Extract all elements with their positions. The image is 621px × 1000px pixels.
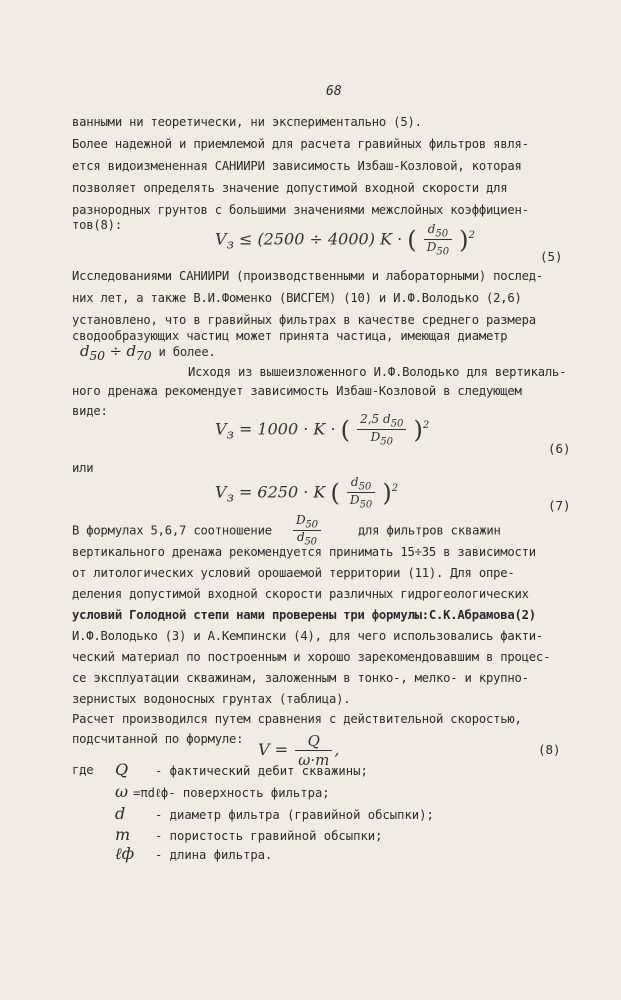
legend-text: - пористость гравийной обсыпки; [155, 829, 383, 843]
legend-symbol: Q [115, 760, 129, 779]
text-line: ется видоизмененная САНИИРИ зависимость Избаш-Козловой, которая [72, 159, 522, 173]
formula-8-numerator: Q [295, 732, 332, 751]
text-line: от литологических условий орошаемой территории (11). Для опре- [72, 566, 515, 580]
equation-number-6: (6) [548, 441, 571, 456]
d70-sub: 70 [135, 348, 152, 363]
text-line: вертикального дренажа рекомендуется принимать 15÷35 в зависимости [72, 545, 536, 559]
legend-symbol: ℓф [115, 844, 135, 863]
legend-row [115, 825, 382, 844]
legend-text: =πdℓф- поверхность фильтра; [133, 786, 330, 800]
formula-5-range: (2500 ÷ 4000) [257, 229, 375, 249]
close-paren: ) [413, 415, 423, 444]
formula-5-lhs-sub: з [226, 237, 234, 253]
formula-5-numerator-sub: 50 [435, 228, 449, 240]
text-line: сводообразующих частиц может принята частица, имеющая диаметр [72, 329, 508, 343]
legend-text: - длина фильтра. [155, 848, 273, 862]
ratio-before: В формулах 5,6,7 соотношение [72, 523, 272, 538]
text-line: разнородных грунтов с большими значениями межслойных коэффициен- [72, 203, 529, 217]
formula-7-denominator-sub: 50 [359, 499, 373, 511]
formula-6-denominator: D [370, 430, 381, 445]
text-line: И.Ф.Володько (3) и А.Кемпински (4), для чего использовались факти- [72, 629, 544, 643]
open-paren: ( [340, 415, 350, 444]
formula-7-lhs: V [215, 482, 227, 502]
formula-7-numerator-sub: 50 [358, 481, 372, 493]
text-line: ческий материал по построенным и хорошо зарекомендовавшим в процес- [72, 650, 551, 664]
text-line: Более надежной и приемлемой для расчета гравийных фильтров явля- [72, 137, 529, 151]
open-paren: ( [330, 478, 340, 507]
text-line: условий Голодной степи нами проверены три формулы:С.К.Абрамова(2) [72, 608, 536, 622]
text-line: Исследованиями САНИИРИ (производственными и лабораторными) послед- [72, 269, 544, 283]
formula-7-lhs-sub: з [226, 490, 234, 506]
legend-row [115, 760, 368, 779]
formula-8-denominator: ω·m [298, 751, 330, 769]
ratio-fraction [293, 514, 321, 548]
text-line: зернистых водоносных грунтах (таблица). [72, 692, 351, 706]
formula-6-rhs: = 1000 · K · [238, 419, 336, 439]
equation-number-5: (5) [540, 249, 563, 264]
ratio-sentence [72, 514, 501, 548]
d50: d [80, 342, 90, 360]
formula-5-power: 2 [468, 230, 475, 242]
equation-number-7: (7) [548, 498, 571, 513]
formula-6-power: 2 [422, 420, 430, 432]
ratio-numerator-sub: 50 [305, 519, 318, 531]
page-number: 68 [326, 84, 342, 99]
formula-5-denominator: D [426, 240, 437, 255]
formula-7-power: 2 [391, 483, 399, 495]
formula-6-fraction [357, 412, 406, 448]
text-line: позволяет определять значение допустимой входной скорости для [72, 181, 508, 195]
formula-7-numerator: d [350, 475, 359, 489]
close-paren: ) [382, 478, 392, 507]
formula-5-k: K · [380, 229, 403, 249]
formula-6-lhs: V [215, 419, 227, 439]
ratio-denominator: d [296, 530, 305, 545]
formula-7-denominator: D [349, 493, 360, 508]
formula-5-relation: ≤ [238, 229, 253, 249]
where-word: где [72, 763, 94, 777]
formula-8-tail: , [334, 740, 340, 759]
text-line: установлено, что в гравийных фильтрах в качестве среднего размера [72, 313, 536, 327]
equation-number-8: (8) [538, 742, 561, 757]
legend-row [115, 782, 330, 801]
legend-symbol: ω [115, 782, 129, 801]
diameter-suffix: и более. [158, 345, 216, 359]
formula-7-rhs: = 6250 · K [238, 482, 326, 502]
formula-6-lhs-sub: з [226, 427, 234, 443]
text-line: ванными ни теоретически, ни экспериментально (5). [72, 115, 422, 129]
formula-6 [215, 412, 429, 448]
range-separator: ÷ [104, 342, 127, 360]
text-line: Исходя из вышеизложенного И.Ф.Володько для вертикаль- [188, 365, 567, 379]
legend-symbol: m [115, 825, 131, 844]
ratio-after: для фильтров скважин [357, 523, 501, 538]
formula-6-numerator: 2,5 d [360, 412, 391, 426]
text-line: ного дренажа рекомендует зависимость Избаш-Козловой в следующем [72, 384, 522, 398]
text-line: се эксплуатации скважинам, заложенным в тонко-, мелко- и крупно- [72, 671, 529, 685]
text-line: тов(8): [72, 218, 122, 232]
formula-8-lhs: V = [258, 740, 289, 759]
legend-text: - диаметр фильтра (гравийной обсыпки); [155, 808, 434, 822]
text-line: деления допустимой входной скорости различных гидрогеологических [72, 587, 529, 601]
legend-symbol: d [115, 804, 126, 823]
formula-5-fraction [424, 222, 452, 258]
or-word: или [72, 461, 94, 475]
formula-7-fraction [347, 475, 375, 511]
text-line: виде: [72, 404, 108, 418]
d50-sub: 50 [89, 348, 105, 363]
formula-7 [215, 475, 398, 511]
formula-5-lhs: V [215, 229, 227, 249]
ratio-denominator-sub: 50 [304, 536, 317, 548]
open-paren: ( [407, 225, 417, 254]
text-line: подсчитанной по формуле: [72, 732, 244, 746]
formula-6-denominator-sub: 50 [380, 436, 393, 448]
text-line: них лет, а также В.И.Фоменко (ВИСГЕМ) (10) и И.Ф.Володько (2,6) [72, 291, 522, 305]
ratio-numerator: D [296, 513, 306, 527]
close-paren: ) [459, 225, 469, 254]
formula-6-numerator-sub: 50 [390, 418, 404, 430]
legend-row [115, 804, 434, 823]
legend-row [115, 844, 272, 864]
formula-5-denominator-sub: 50 [436, 246, 450, 258]
d70: d [126, 342, 136, 360]
legend-text: - фактический дебит скважины; [155, 764, 368, 778]
diameter-range-line [80, 344, 216, 363]
text-line: Расчет производился путем сравнения с действительной скоростью, [72, 712, 522, 726]
formula-5-numerator: d [427, 222, 436, 236]
formula-5 [215, 222, 475, 258]
